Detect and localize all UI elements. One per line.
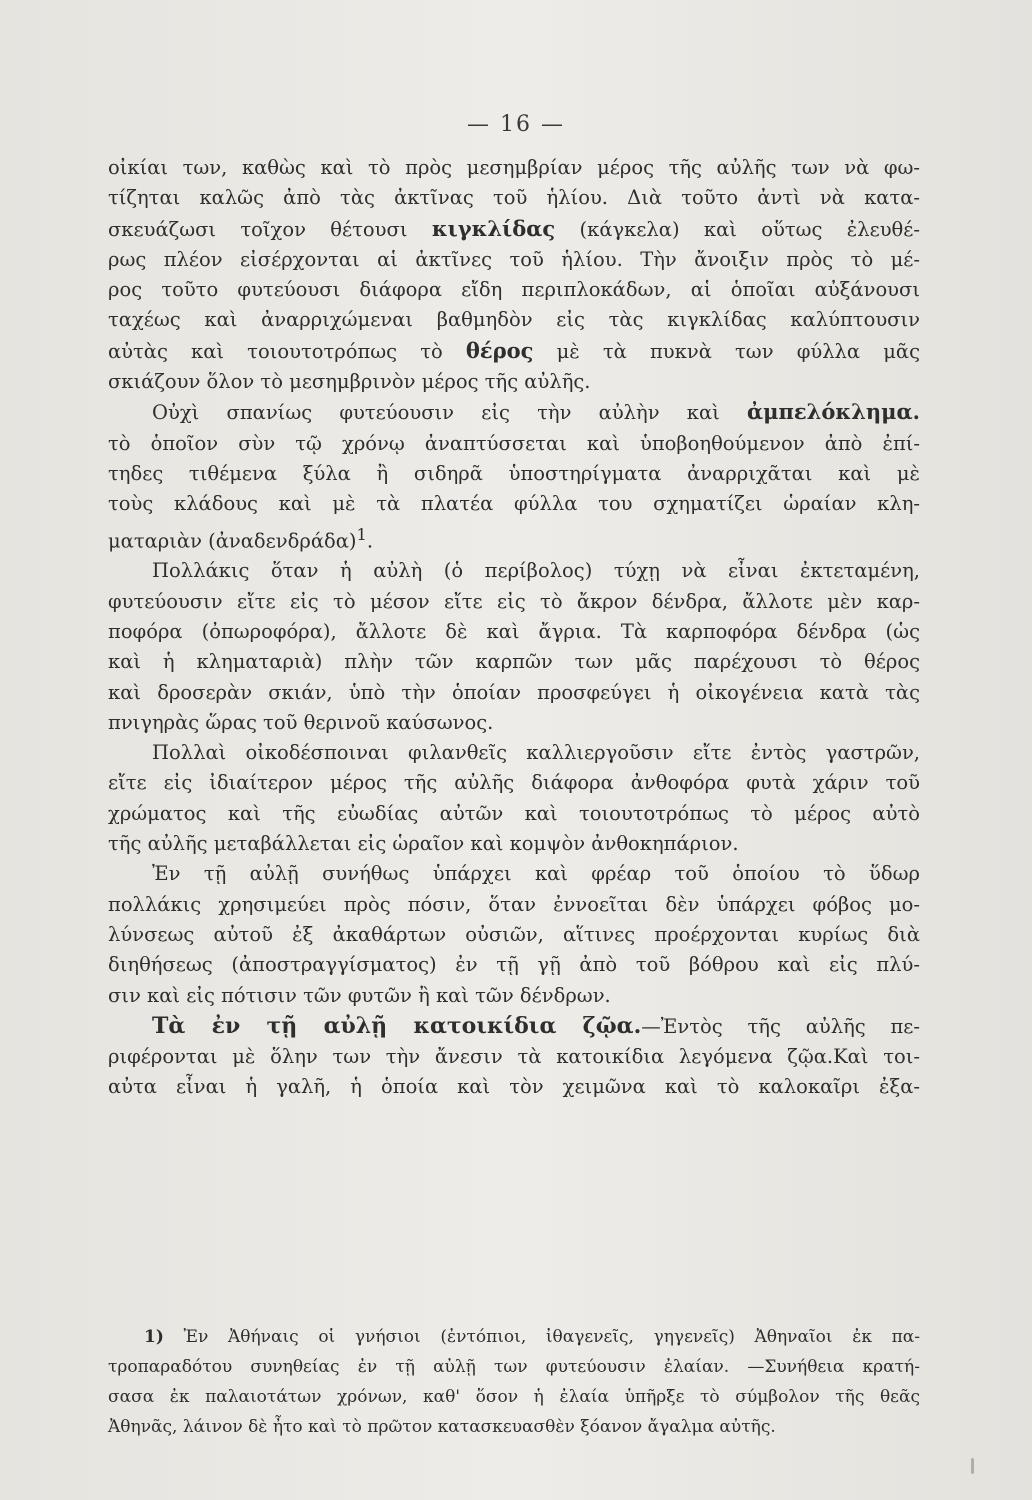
text-line: ρος τοῦτο φυτεύουσι διάφορα εἴδη περιπλοκάδων, αἱ ὁποῖαι αὐξάνουσι [108,278,920,302]
text-run: αὐτὰς καὶ τοιουτοτρόπως τὸ [108,339,466,363]
text-line [108,214,920,245]
text-line: τοὺς κλάδους καὶ μὲ τὰ πλατέα φύλλα του σχηματίζει ὡραίαν κλη- [108,492,920,516]
text-run: Οὐχὶ σπανίως φυτεύουσιν εἰς τὴν αὐλὴν καὶ [152,401,748,425]
body-text [108,153,920,1103]
footnote-reference: 1 [356,524,367,544]
text-line: σκιάζουν ὅλον τὸ μεσημβρινὸν μέρος τῆς αὐλῆς. [108,370,591,394]
text-run: μὲ τὰ πυκνὰ των φύλλα μᾶς [533,339,920,363]
text-run: (κάγκελα) καὶ οὕτως ἐλευθέ- [555,217,920,241]
text-line [108,1011,920,1042]
text-run: Ἐν Ἀθήναις οἱ γνήσιοι (ἐντόπιοι, ἰθαγενεῖς, γηγενεῖς) Ἀθηναῖοι ἐκ πα- [163,1327,920,1347]
emphasized-term: κιγκλίδας [431,215,556,241]
text-run: ματαριὰν (ἀναδενδράδα) [108,529,357,553]
footnote-line [108,1322,920,1352]
text-line: σιν καὶ εἰς πότισιν τῶν φυτῶν ἢ καὶ τῶν δένδρων. [108,983,611,1007]
text-line: ποφόρα (ὀπωροφόρα), ἄλλοτε δὲ καὶ ἄγρια. Τὰ καρποφόρα δένδρα (ὡς [108,619,920,643]
footnote-line: Ἀθηνᾶς, λάινον δὲ ἦτο καὶ τὸ πρῶτον κατασκευασθὲν ξόανον ἄγαλμα αὐτῆς. [108,1417,776,1437]
text-line: λύνσεως αὐτοῦ ἐξ ἀκαθάρτων οὐσιῶν, αἵτινες προέρχονται κυρίως διὰ [108,922,920,946]
text-line: εἴτε εἰς ἰδιαίτερον μέρος τῆς αὐλῆς διάφορα ἀνθοφόρα φυτὰ χάριν τοῦ [108,771,920,795]
text-line: πολλάκις χρησιμεύει πρὸς πόσιν, ὅταν ἐννοεῖται δὲν ὑπάρχει φόβος μο- [108,892,920,916]
text-line: Πολλαὶ οἰκοδέσποιναι φιλανθεῖς καλλιεργοῦσιν εἴτε ἐντὸς γαστρῶν, [152,741,920,765]
text-run: σκευάζωσι τοῖχον θέτουσι [108,217,432,241]
text-line: καὶ ἡ κληματαριὰ) πλὴν τῶν καρπῶν των μᾶς παρέχουσι τὸ θέρος [108,650,920,674]
text-line: οἰκίαι των, καθὼς καὶ τὸ πρὸς μεσημβρίαν μέρος τῆς αὐλῆς των νὰ φω- [108,156,920,179]
emphasized-term: θέρος [465,337,534,363]
paper-blemish [971,1458,974,1474]
text-line [108,336,920,367]
text-line: τῆς αὐλῆς μεταβάλλεται εἰς ὡραῖον καὶ κομψὸν ἀνθοκηπάριον. [108,832,739,856]
footnote-marker: 1) [144,1327,164,1347]
text-line: Πολλάκις ὅταν ἡ αὐλὴ (ὁ περίβολος) τύχῃ νὰ εἶναι ἐκτεταμένη, [152,559,920,583]
text-run: . [366,529,374,553]
footnote [108,1322,920,1442]
text-line [108,397,920,428]
text-line: αὐτα εἶναι ἡ γαλῆ, ἡ ὁποία καὶ τὸν χειμῶνα καὶ τὸ καλοκαῖρι ἐξα- [108,1075,920,1099]
text-line: ταχέως καὶ ἀναρριχώμεναι βαθμηδὸν εἰς τὰς κιγκλίδας καλύπτουσιν [108,308,920,332]
footnote-line: σασα ἐκ παλαιοτάτων χρόνων, καθ' ὅσον ἡ ἐλαία ὑπῆρξε τὸ σύμβολον τῆς θεᾶς [108,1387,920,1407]
text-line: τὸ ὁποῖον σὺν τῷ χρόνῳ ἀναπτύσσεται καὶ ὑποβοηθούμενον ἀπὸ ἐπί- [108,431,920,455]
text-line: Ἐν τῇ αὐλῇ συνήθως ὑπάρχει καὶ φρέαρ τοῦ ὁποίου τὸ ὕδωρ [152,862,920,886]
emphasized-term: ἀμπελόκλημα. [747,399,920,425]
text-line: ριφέρονται μὲ ὅλην των τὴν ἄνεσιν τὰ κατοικίδια λεγόμενα ζῷα.Καὶ τοι- [108,1045,920,1069]
text-run: —Ἐντὸς τῆς αὐλῆς πε- [641,1014,921,1038]
text-line: πνιγηρὰς ὥρας τοῦ θερινοῦ καύσωνος. [108,710,494,734]
footnote-line: τροπαραδότου συνηθείας ἐν τῇ αὐλῇ των φυτεύουσιν ἐλαίαν. —Συνήθεια κρατή- [108,1357,920,1377]
text-line: διηθήσεως (ἀποστραγγίσματος) ἐν τῇ γῇ ἀπὸ τοῦ βόθρου καὶ εἰς πλύ- [108,953,920,977]
text-line: τηδες τιθέμενα ξύλα ἢ σιδηρᾶ ὑποστηρίγματα ἀναρριχᾶται καὶ μὲ [108,461,920,485]
page-number: — 16 — [467,112,565,137]
text-line: χρώματος καὶ τῆς εὐωδίας αὐτῶν καὶ τοιουτοτρόπως τὸ μέρος αὐτὸ [108,801,920,825]
section-heading: Τὰ ἐν τῇ αὐλῇ κατοικίδια ζῷα. [152,1012,642,1039]
text-line: τίζηται καλῶς ἀπὸ τὰς ἀκτῖνας τοῦ ἡλίου. Διὰ τοῦτο ἀντὶ νὰ κατα- [108,186,920,210]
text-line [108,520,920,557]
text-line: καὶ δροσερὰν σκιάν, ὑπὸ τὴν ὁποίαν προσφεύγει ἡ οἰκογένεια κατὰ τὰς [108,680,920,704]
text-line: ρως πλέον εἰσέρχονται αἱ ἀκτῖνες τοῦ ἡλίου. Τὴν ἄνοιξιν πρὸς τὸ μέ- [108,247,920,271]
text-line: φυτεύουσιν εἴτε εἰς τὸ μέσον εἴτε εἰς τὸ ἄκρον δένδρα, ἄλλοτε μὲν καρ- [108,589,920,613]
